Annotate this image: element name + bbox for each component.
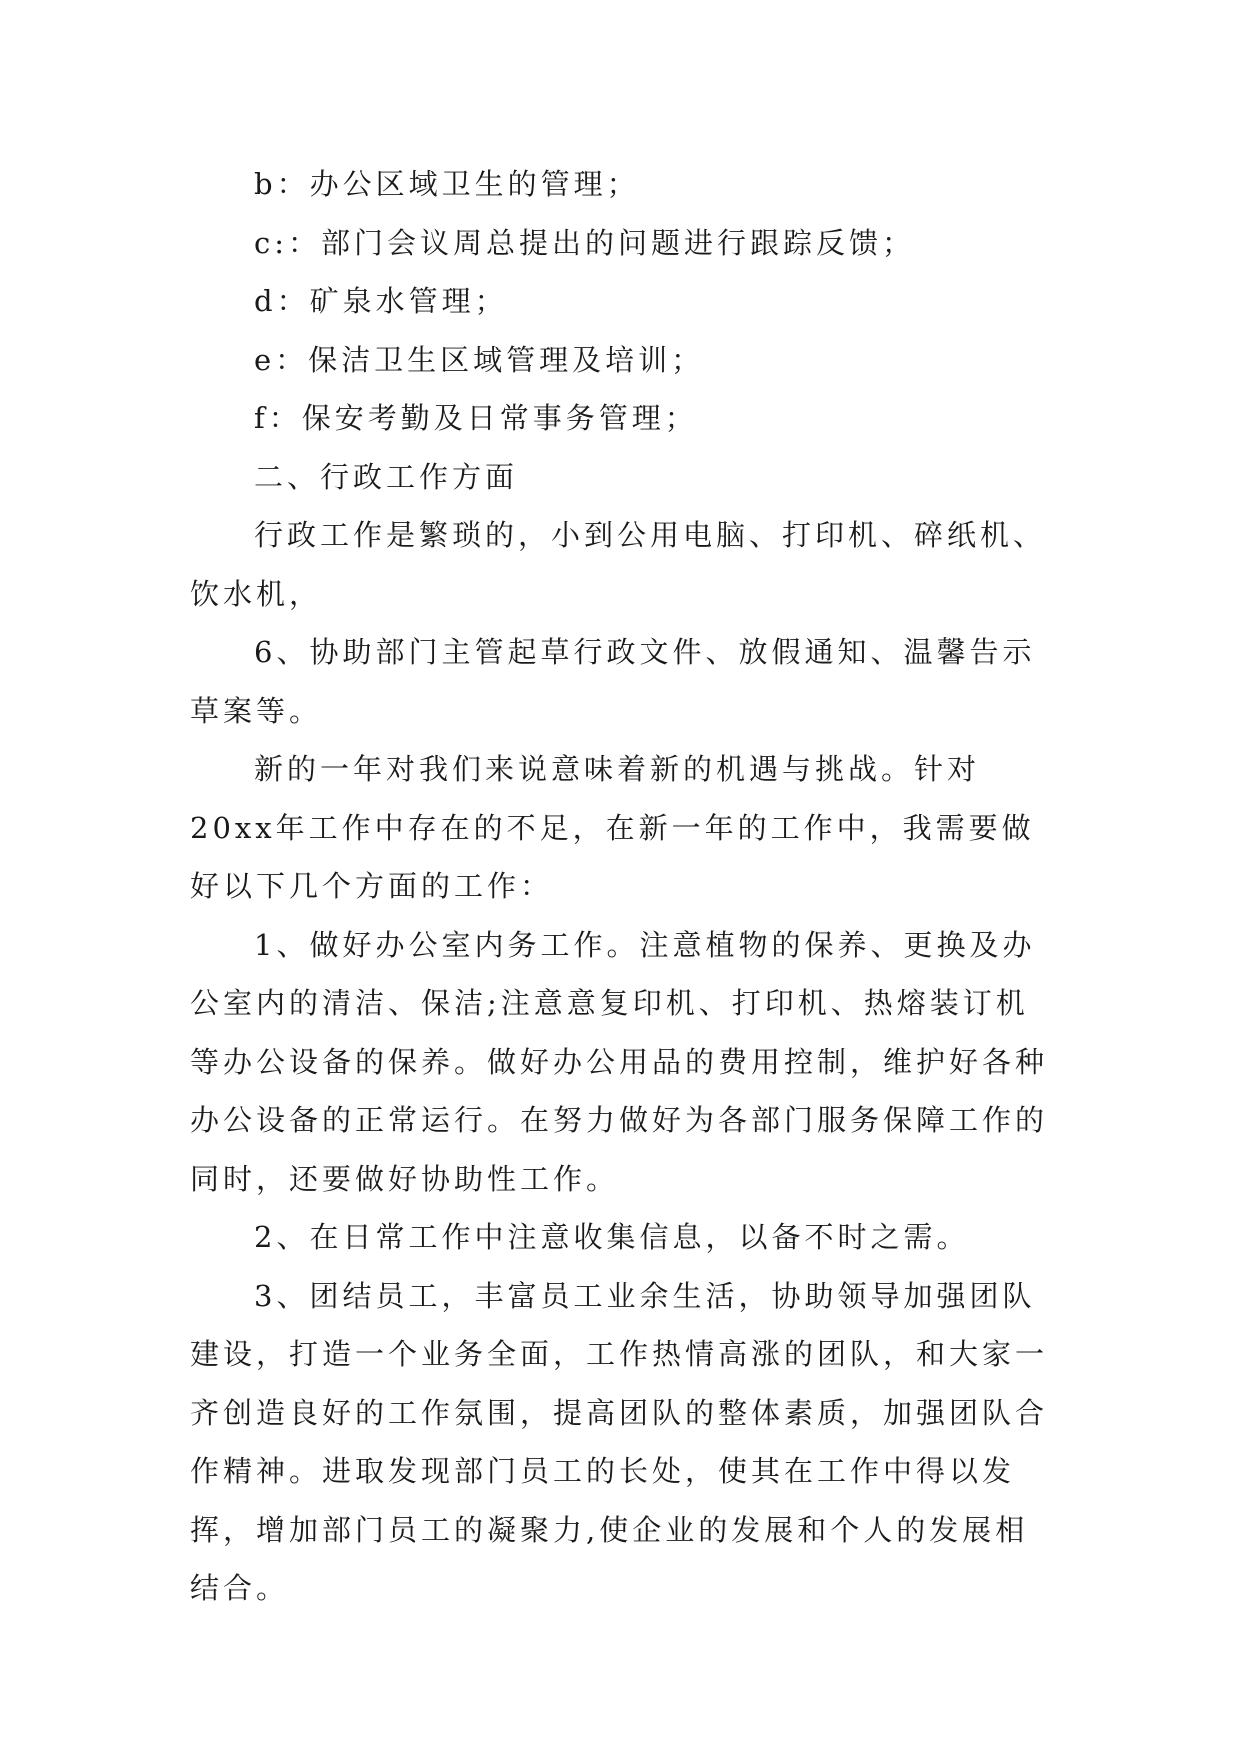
section-heading: 二、行政工作方面	[254, 459, 519, 494]
list-item-d: d：矿泉水管理；	[254, 284, 508, 318]
paragraph: 1、做好办公室内务工作。注意植物的保养、更换及办公室内的清洁、保洁;注意意复印机、打印机、热熔装订机等办公设备的保养。做好办公用品的费用控制，维护好各种办公设备的正常运行。在努力做好为各部门服务保障工作的同时，还要做好协助性工作。	[190, 927, 1049, 1196]
paragraph: 2、在日常工作中注意收集信息，以备不时之需。	[254, 1220, 970, 1254]
list-item-e: e：保洁卫生区域管理及培训；	[254, 342, 705, 377]
paragraph: 行政工作是繁琐的，小到公用电脑、打印机、碎纸机、饮水机，	[190, 518, 1047, 611]
list-item-c: c:：部门会议周总提出的问题进行跟踪反馈；	[254, 225, 916, 260]
list-item-b: b：办公区域卫生的管理；	[254, 167, 640, 201]
paragraph: 新的一年对我们来说意味着新的机遇与挑战。针对20xx年工作中存在的不足，在新一年的工作中，我需要做好以下几个方面的工作：	[190, 752, 1035, 903]
list-item-f: f：保安考勤及日常事务管理；	[254, 401, 698, 435]
document-body	[190, 155, 1060, 1618]
paragraph: 6、协助部门主管起草行政文件、放假通知、温馨告示草案等。	[190, 635, 1036, 728]
paragraph: 3、团结员工，丰富员工业余生活，协助领导加强团队建设，打造一个业务全面，工作热情高涨的团队，和大家一齐创造良好的工作氛围，提高团队的整体素质，加强团队合作精神。进取发现部门员工的长处，使其在工作中得以发挥，增加部门员工的凝聚力,使企业的发展和个人的发展相结合。	[190, 1278, 1049, 1605]
